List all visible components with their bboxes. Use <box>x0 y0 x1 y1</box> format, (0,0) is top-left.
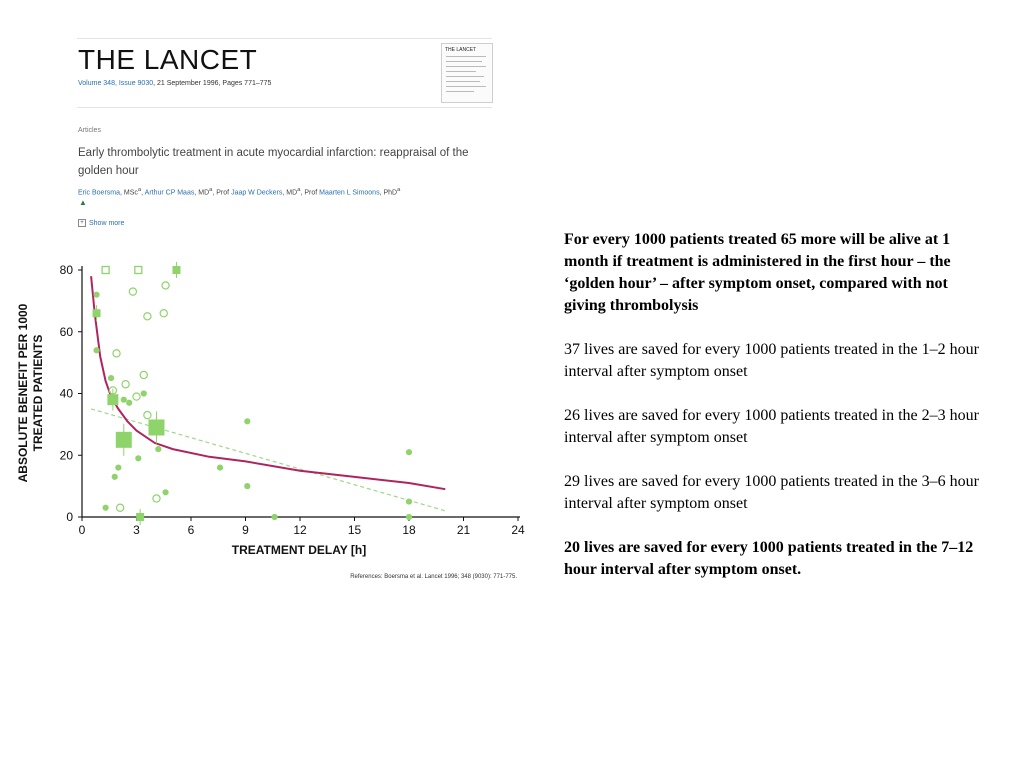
y-tick-label: 80 <box>59 263 73 277</box>
filled-circle-point <box>135 455 141 461</box>
open-circle-point <box>153 495 160 502</box>
author-prefix: , Prof <box>212 189 232 197</box>
filled-square-point <box>148 419 164 435</box>
author-link[interactable]: Jaap W Deckers <box>231 189 283 197</box>
x-tick-label: 24 <box>511 523 525 537</box>
filled-circle-point <box>103 505 109 511</box>
summary-text-panel <box>564 229 984 603</box>
author-degree: , MD <box>282 189 298 197</box>
trend-line <box>91 409 445 511</box>
y-tick-label: 0 <box>66 510 73 524</box>
plus-box-icon: + <box>78 219 86 227</box>
filled-circle-point <box>244 418 250 424</box>
filled-circle-point <box>112 474 118 480</box>
filled-circle-point <box>155 446 161 452</box>
x-tick-label: 9 <box>242 523 249 537</box>
author-degree: , MSc <box>120 189 138 197</box>
filled-circle-point <box>406 449 412 455</box>
open-circle-point <box>122 381 129 388</box>
author-degree: , PhD <box>379 189 398 197</box>
y-tick-label: 40 <box>59 386 73 401</box>
article-title: Early thrombolytic treatment in acute myocardial infarction: reappraisal of the golden hour <box>78 147 469 177</box>
author-affiliation[interactable]: a <box>297 187 301 193</box>
author-link[interactable]: Arthur CP Maas <box>144 189 195 197</box>
author-degree: , MD <box>194 189 210 197</box>
volume-details: , 21 September 1996, Pages 771–775 <box>153 80 272 87</box>
open-square-point <box>102 267 109 274</box>
y-axis-label-line-1: ABSOLUTE BENEFIT PER 1000 <box>16 303 30 483</box>
open-circle-point <box>113 350 120 357</box>
filled-circle-point <box>406 498 412 504</box>
summary-paragraph-2-3h: 26 lives are saved for every 1000 patients treated in the 2–3 hour interval after symptom onset <box>564 407 979 446</box>
author-affiliation[interactable]: a <box>397 187 401 193</box>
filled-circle-point <box>126 400 132 406</box>
open-circle-point <box>144 412 151 419</box>
x-tick-label: 12 <box>293 523 307 537</box>
chart-reference: References: Boersma et al. Lancet 1996; 348 (9030): 771-775. <box>350 574 517 580</box>
show-more-label: Show more <box>89 219 125 227</box>
y-tick-label: 60 <box>59 324 73 339</box>
x-tick-label: 6 <box>187 523 195 537</box>
open-circle-point <box>140 371 147 378</box>
author-affiliation[interactable]: a <box>137 187 142 193</box>
author-prefix: , Prof <box>300 189 320 197</box>
author-link[interactable]: Maarten L Simoons <box>319 189 380 197</box>
author-prefix: , <box>141 189 145 197</box>
filled-circle-point <box>406 514 412 520</box>
filled-square-point <box>136 513 144 521</box>
summary-paragraph-3-6h: 29 lives are saved for every 1000 patients treated in the 3–6 hour interval after symptom onset <box>564 473 979 512</box>
journal-title: THE LANCET <box>78 44 258 75</box>
open-circle-point <box>160 310 167 317</box>
open-circle-point <box>117 504 124 511</box>
cover-title: THE LANCET <box>445 47 477 53</box>
filled-circle-point <box>162 489 168 495</box>
filled-circle-point <box>93 292 99 298</box>
filled-square-point <box>107 394 118 405</box>
filled-circle-point <box>121 397 127 403</box>
author-link[interactable]: Eric Boersma <box>78 189 121 197</box>
open-circle-point <box>162 282 169 289</box>
tree-icon: ▲ <box>79 198 87 207</box>
open-circle-point <box>144 313 151 320</box>
filled-square-point <box>116 432 132 448</box>
y-tick-label: 20 <box>59 448 73 463</box>
filled-circle-point <box>271 514 277 520</box>
author-affiliation[interactable]: a <box>209 187 213 193</box>
section-label: Articles <box>78 127 101 134</box>
summary-paragraph-1-2h: 37 lives are saved for every 1000 patients treated in the 1–2 hour interval after symptom onset <box>564 341 979 380</box>
summary-paragraph-7-12h: 20 lives are saved for every 1000 patients treated in the 7–12 hour interval after symptom onset. <box>564 539 974 578</box>
data-points-layer <box>93 262 413 525</box>
filled-circle-point <box>93 347 99 353</box>
filled-square-point <box>172 266 180 274</box>
x-tick-label: 15 <box>347 523 362 537</box>
filled-circle-point <box>217 465 223 471</box>
x-tick-label: 18 <box>402 523 416 537</box>
trend-line-layer <box>91 409 445 511</box>
filled-circle-point <box>108 375 114 381</box>
summary-paragraph-golden-hour: For every 1000 patients treated 65 more will be alive at 1 month if treatment is administered in the first hour – the ‘golden hour’ – after symptom onset, compared with not giving thrombolysis <box>564 231 951 314</box>
fitted-curve-layer <box>91 276 445 489</box>
x-axis-label: TREATMENT DELAY [h] <box>231 543 367 557</box>
x-tick-label: 0 <box>78 523 86 537</box>
open-square-point <box>135 267 142 274</box>
filled-circle-point <box>115 465 121 471</box>
x-tick-label: 3 <box>133 523 140 537</box>
filled-circle-point <box>141 390 147 396</box>
volume-link[interactable]: Volume 348, Issue 9030 <box>78 80 154 87</box>
y-axis-label-line-2: TREATED PATIENTS <box>31 334 45 452</box>
x-tick-label: 21 <box>456 523 471 537</box>
filled-square-point <box>93 309 101 317</box>
open-circle-point <box>129 288 136 295</box>
open-circle-point <box>133 393 140 400</box>
filled-circle-point <box>244 483 250 489</box>
fitted-curve <box>91 276 445 489</box>
